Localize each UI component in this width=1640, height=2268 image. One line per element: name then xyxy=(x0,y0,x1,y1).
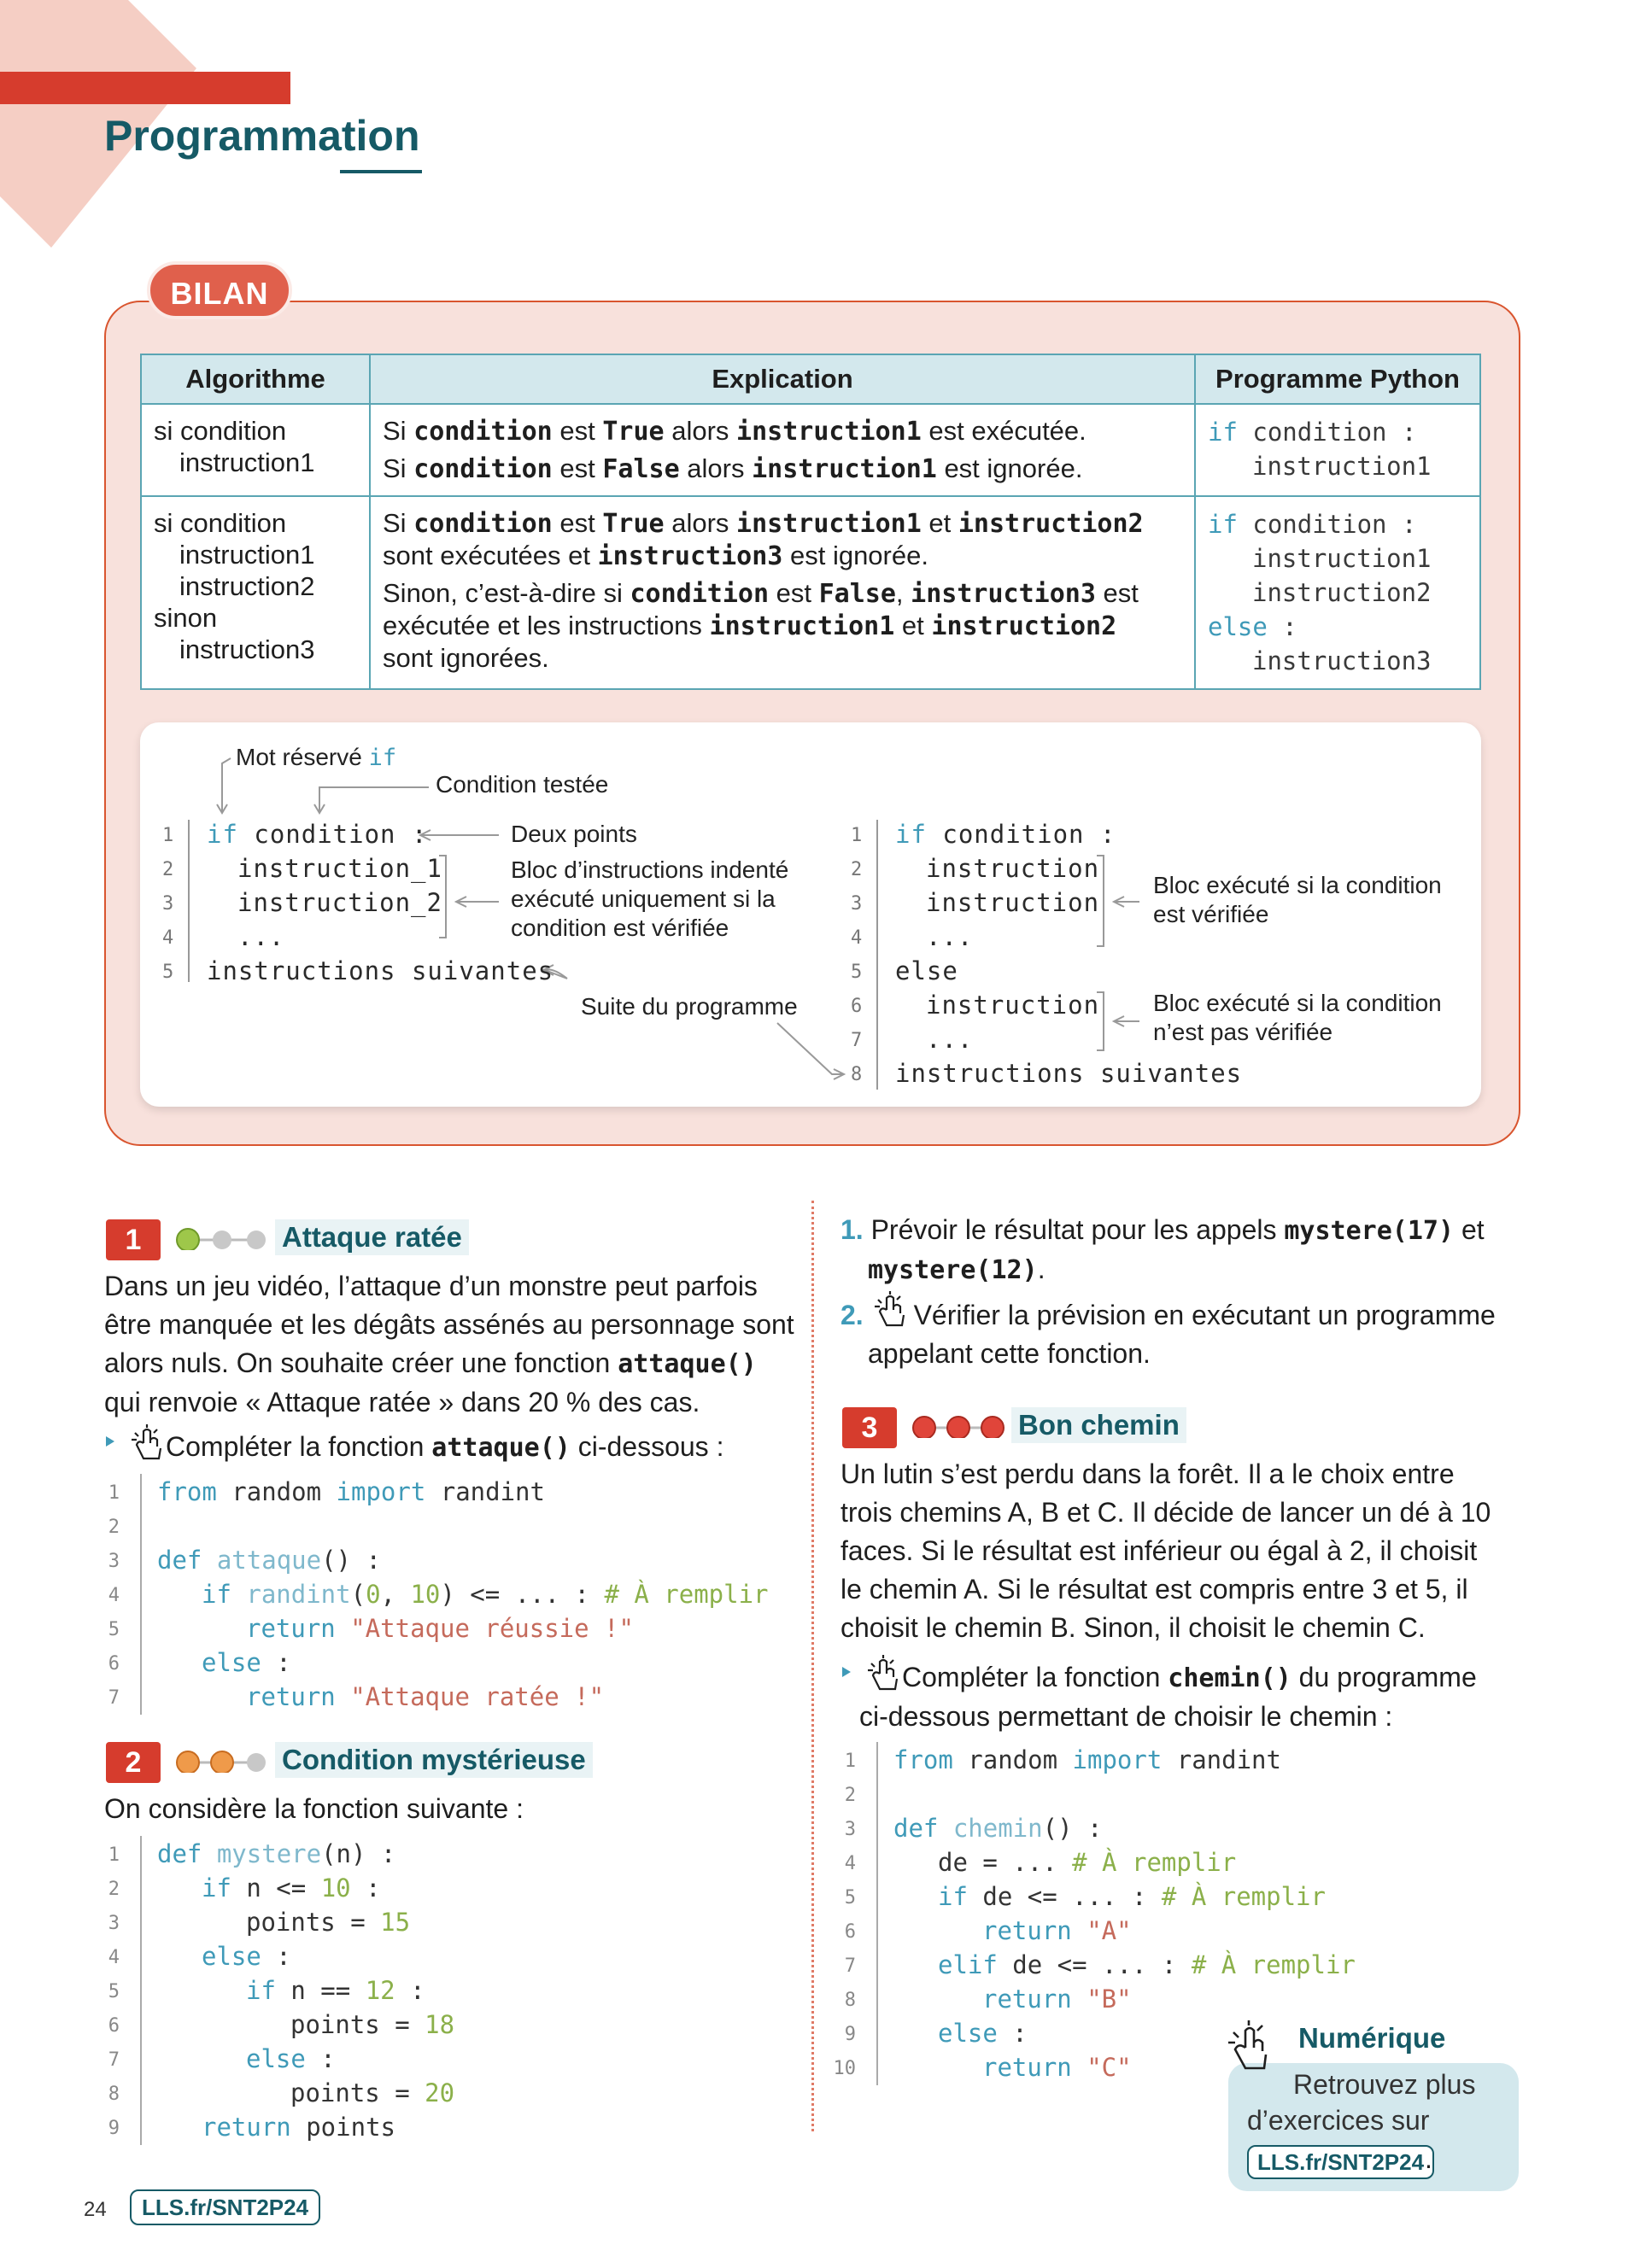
python-line: instruction1 xyxy=(1252,452,1432,481)
line-number: 7 xyxy=(851,1030,863,1051)
python-line: if condition : xyxy=(1208,510,1417,539)
bilan-row-if-else xyxy=(141,496,1480,689)
explication-line: Sinon, c’est-à-dire si condition est False, instruction3 est xyxy=(383,578,1139,609)
annotation-bloc-faux: Bloc exécuté si la condition n’est pas vérifiée xyxy=(1153,990,1442,1045)
line-number: 4 xyxy=(851,927,863,949)
code-line: if condition : xyxy=(207,820,428,849)
line-number: 7 xyxy=(844,1955,856,1977)
line-number: 9 xyxy=(844,2024,856,2045)
code-line: instruction_2 xyxy=(237,888,442,917)
code-line: return "A" xyxy=(982,1916,1132,1945)
python-cell xyxy=(1195,496,1480,689)
numerique-dot: . xyxy=(1425,2143,1432,2174)
line-number: 6 xyxy=(108,1653,120,1675)
line-number: 5 xyxy=(108,1619,120,1640)
exercise-1-code xyxy=(140,1474,142,1715)
code-line: points = 20 xyxy=(290,2078,455,2107)
hand-click-icon xyxy=(1211,2019,1280,2078)
line-number: 10 xyxy=(833,2058,856,2079)
annotation-deux-points: Deux points xyxy=(511,821,637,847)
line-number: 2 xyxy=(108,1879,120,1900)
numerique-title: Numérique xyxy=(1298,2022,1446,2054)
python-cell xyxy=(1195,404,1480,496)
numerique-line-2: d’exercices sur xyxy=(1247,2105,1430,2136)
code-line: instructions suivantes xyxy=(895,1059,1243,1088)
line-number: 7 xyxy=(108,2049,120,2071)
footer-link[interactable]: LLS.fr/SNT2P24 xyxy=(130,2189,320,2225)
code-line: return "Attaque ratée !" xyxy=(246,1682,605,1711)
exercise-3-text: Un lutin s’est perdu dans la forêt. Il a le choix entre trois chemins A, B et C. Il décide de lancer un dé à 10 faces. Si le résultat est inférieur ou égal à 2, il choisit le chemin A. Si le résultat est compris entre 3 et 5, il choisit le chemin B. Sinon, il choisit le chemin C. xyxy=(840,1458,1491,1643)
line-number: 2 xyxy=(108,1517,120,1538)
page-number: 24 xyxy=(84,2198,107,2221)
annotation-suite: Suite du programme xyxy=(581,993,798,1020)
annotation-condition: Condition testée xyxy=(436,771,609,798)
line-number: 3 xyxy=(162,893,174,915)
exercise-1-task: Compléter la fonction attaque() ci-dessous : xyxy=(166,1431,724,1463)
bilan-table xyxy=(140,354,1481,690)
bilan-row-if xyxy=(141,404,1480,496)
code-gutter xyxy=(876,820,878,1090)
header-algorithme: Algorithme xyxy=(141,354,370,404)
line-number: 8 xyxy=(844,1990,856,2011)
exercise-3-code xyxy=(876,1742,878,2085)
explication-line: sont exécutées et instruction3 est ignorée. xyxy=(383,541,928,571)
title-underline xyxy=(340,170,422,173)
code-line: points = 18 xyxy=(290,2010,455,2039)
algo-line: instruction3 xyxy=(179,634,315,664)
line-number: 1 xyxy=(844,1751,856,1772)
code-line: if condition : xyxy=(895,820,1116,849)
line-number: 6 xyxy=(844,1921,856,1943)
algo-cell xyxy=(141,404,370,496)
code-line: ... xyxy=(237,922,285,951)
code-line: if n == 12 : xyxy=(246,1976,425,2005)
explication-cell xyxy=(370,496,1195,689)
difficulty-dots-2 xyxy=(174,1747,268,1773)
code-line: ... xyxy=(926,1025,974,1054)
code-line: instruction xyxy=(926,854,1100,883)
code-line: return "C" xyxy=(982,2053,1132,2082)
code-line: instruction xyxy=(926,991,1100,1020)
header-band xyxy=(0,72,290,104)
code-line: elif de <= ... : # À remplir xyxy=(938,1950,1356,1979)
exercise-2-code xyxy=(140,1836,142,2145)
line-number: 2 xyxy=(844,1785,856,1806)
explication-line: Si condition est False alors instruction1 est ignorée. xyxy=(383,453,1083,484)
code-line: from random import randint xyxy=(157,1477,545,1506)
line-number: 1 xyxy=(851,825,863,846)
line-number: 4 xyxy=(844,1853,856,1874)
algo-line: sinon xyxy=(154,603,218,633)
annotation-bloc: Bloc d’instructions indenté exécuté uniquement si la condition est vérifiée xyxy=(511,856,789,941)
code-line: else xyxy=(895,956,958,985)
line-number: 2 xyxy=(851,859,863,880)
python-line: if condition : xyxy=(1208,418,1417,447)
algo-line: si condition xyxy=(154,508,287,538)
hand-click-icon xyxy=(102,1424,171,1467)
algo-line: instruction1 xyxy=(179,447,315,477)
code-line: points = 15 xyxy=(246,1908,411,1937)
numerique-link[interactable]: LLS.fr/SNT2P24 xyxy=(1247,2145,1434,2179)
exercise-3-task: Compléter la fonction chemin() du programme ci-dessous permettant de choisir le chemin : xyxy=(859,1662,1477,1732)
line-number: 3 xyxy=(851,893,863,915)
annotation-bloc-vrai: Bloc exécuté si la condition est vérifiée xyxy=(1153,872,1442,927)
code-line: if de <= ... : # À remplir xyxy=(938,1882,1326,1911)
line-number: 4 xyxy=(162,927,174,949)
line-number: 5 xyxy=(162,962,174,983)
python-line: instruction1 xyxy=(1252,544,1432,573)
exercise-3-title: Bon chemin xyxy=(1011,1407,1186,1443)
line-number: 7 xyxy=(108,1687,120,1709)
code-line: else : xyxy=(938,2019,1028,2048)
line-number: 1 xyxy=(108,1482,120,1504)
code-line: instruction xyxy=(926,888,1100,917)
numerique-line-1: Retrouvez plus xyxy=(1293,2069,1476,2100)
exercise-2-question-2: 2. Vérifier la prévision en exécutant un programme appelant cette fonction. xyxy=(840,1300,1496,1369)
code-line: from random import randint xyxy=(893,1745,1281,1774)
hand-click-icon xyxy=(839,1655,907,1698)
header-explication: Explication xyxy=(370,354,1195,404)
line-number: 5 xyxy=(844,1887,856,1909)
line-number: 6 xyxy=(851,996,863,1017)
bilan-header-row xyxy=(141,354,1480,404)
code-line: ... xyxy=(926,922,974,951)
line-number: 4 xyxy=(108,1585,120,1606)
exercise-2-question-1: 1. Prévoir le résultat pour les appels mystere(17) et mystere(12). xyxy=(840,1214,1485,1285)
code-line: if n <= 10 : xyxy=(202,1873,381,1903)
line-number: 3 xyxy=(108,1551,120,1572)
line-number: 2 xyxy=(162,859,174,880)
line-number: 3 xyxy=(844,1819,856,1840)
line-number: 1 xyxy=(162,825,174,846)
code-line: instructions suivantes xyxy=(207,956,554,985)
line-number: 1 xyxy=(108,1844,120,1866)
explication-cell xyxy=(370,404,1195,496)
bilan-label: BILAN xyxy=(147,261,292,319)
code-line: return points xyxy=(202,2113,395,2142)
line-number: 5 xyxy=(108,1981,120,2002)
line-number: 8 xyxy=(108,2084,120,2105)
line-number: 5 xyxy=(851,962,863,983)
line-number: 6 xyxy=(108,2015,120,2037)
algo-line: instruction1 xyxy=(179,540,315,570)
annotation-mot-reserve: Mot réservé if xyxy=(236,744,397,771)
difficulty-dots-1 xyxy=(174,1225,268,1250)
python-line: instruction2 xyxy=(1252,578,1432,607)
explication-line: exécutée et les instructions instruction1 et instruction2 xyxy=(383,611,1117,641)
header-python: Programme Python xyxy=(1195,354,1480,404)
line-number: 8 xyxy=(851,1064,863,1085)
code-line: def chemin() : xyxy=(893,1814,1103,1843)
python-line: else : xyxy=(1208,612,1297,641)
code-gutter xyxy=(188,820,190,982)
exercise-1-number: 1 xyxy=(106,1219,161,1260)
algo-cell xyxy=(141,496,370,689)
exercise-1-text: Dans un jeu vidéo, l’attaque d’un monstre peut parfois être manquée et les dégâts assénés au personnage sont alors nuls. On souhaite créer une fonction attaque() qui renvoie « Attaque ratée » dans 20 % des cas. xyxy=(104,1271,794,1418)
code-line: else : xyxy=(202,1648,291,1677)
exercise-1-title: Attaque ratée xyxy=(275,1219,469,1255)
difficulty-dots-3 xyxy=(911,1412,1004,1438)
exercise-2-number: 2 xyxy=(106,1742,161,1783)
algo-line: instruction2 xyxy=(179,571,315,601)
line-number: 4 xyxy=(108,1947,120,1968)
line-number: 9 xyxy=(108,2118,120,2139)
code-line: instruction_1 xyxy=(237,854,442,883)
explication-line: sont ignorées. xyxy=(383,643,549,673)
code-line: de = ... # À remplir xyxy=(938,1848,1237,1877)
exercise-2-intro: On considère la fonction suivante : xyxy=(104,1793,524,1824)
code-line: def attaque() : xyxy=(157,1546,381,1575)
code-line: else : xyxy=(202,1942,291,1971)
code-line: return "Attaque réussie !" xyxy=(246,1614,634,1643)
line-number: 3 xyxy=(108,1913,120,1934)
page-title: Programmation xyxy=(104,112,420,160)
code-line: def mystere(n) : xyxy=(157,1839,396,1868)
algo-line: si condition xyxy=(154,416,287,446)
explication-line: Si condition est True alors instruction1 et instruction2 xyxy=(383,508,1144,539)
schema-panel xyxy=(140,722,1481,1107)
code-line: if randint(0, 10) <= ... : # À remplir xyxy=(202,1580,769,1609)
code-line: return "B" xyxy=(982,1984,1132,2014)
explication-line: Si condition est True alors instruction1 est exécutée. xyxy=(383,416,1086,447)
exercise-2-title: Condition mystérieuse xyxy=(275,1742,593,1778)
code-line: else : xyxy=(246,2044,336,2073)
column-divider xyxy=(811,1201,814,2131)
exercise-3-number: 3 xyxy=(842,1407,897,1448)
python-line: instruction3 xyxy=(1252,646,1432,675)
